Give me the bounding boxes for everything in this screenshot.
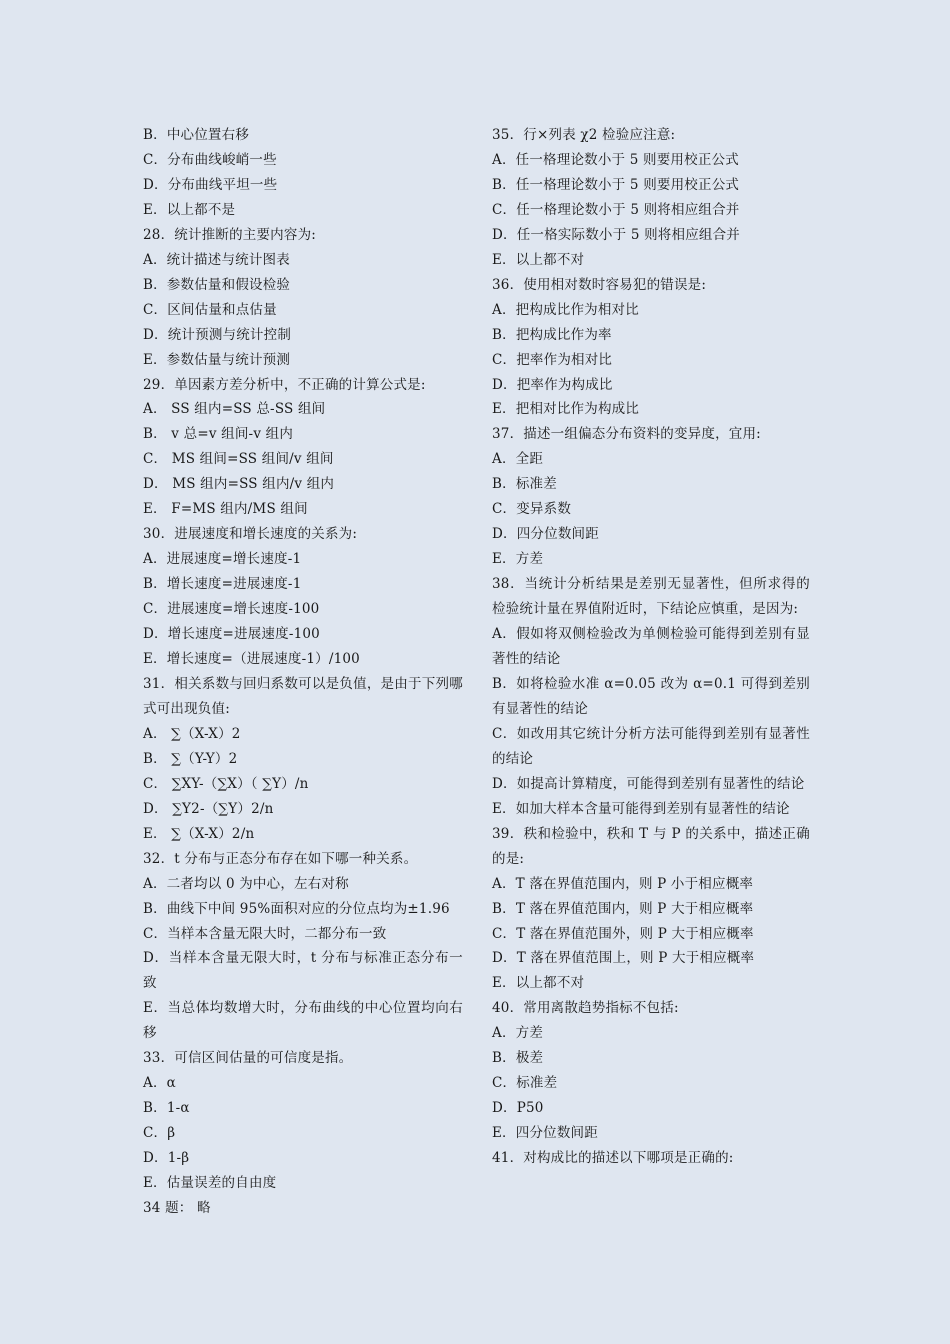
option-line: A．任一格理论数小于 5 则要用校正公式 [492, 151, 739, 168]
option-line: E．四分位数间距 [492, 1125, 598, 1142]
option-line: E．把相对比作为构成比 [492, 401, 640, 418]
option-line: B．标准差 [492, 476, 557, 493]
option-line: C．把率作为相对比 [492, 351, 613, 368]
option-line: D．T 落在界值范围上，则 P 大于相应概率 [492, 950, 755, 967]
option-line: D．任一格实际数小于 5 则将相应组合并 [492, 226, 740, 243]
option-line: E．参数估量与统计预测 [143, 351, 291, 368]
option-line: A．α [143, 1075, 176, 1092]
option-line: E．以上都不是 [143, 201, 236, 218]
option-line: A．方差 [492, 1025, 544, 1042]
option-line: A．统计描述与统计图表 [143, 251, 290, 268]
option-line: A． SS 组内=SS 总-SS 组间 [143, 401, 326, 418]
option-line: E．估量误差的自由度 [143, 1175, 277, 1192]
question-34: 34 题： 略 [143, 1199, 211, 1216]
question-37: 37．描述一组偏态分布资料的变异度，宜用: [492, 426, 761, 443]
option-line: B．曲线下中间 95%面积对应的分位点均为±1.96 [143, 900, 450, 917]
option-line: C．T 落在界值范围外，则 P 大于相应概率 [492, 925, 754, 942]
option-line: E．如加大样本含量可能得到差别有显著性的结论 [492, 800, 790, 817]
option-line: B．参数估量和假设检验 [143, 276, 291, 293]
option-line: E．方差 [492, 551, 544, 568]
option-line: A．二者均以 0 为中心，左右对称 [143, 875, 349, 892]
option-paragraph: C．如改用其它统计分析方法可能得到差别有显著性的结论 [492, 725, 810, 767]
question-28: 28．统计推断的主要内容为: [143, 226, 317, 243]
option-line: E． ∑（X-X）2/n [143, 825, 255, 842]
option-line: D． MS 组内=SS 组内/v 组内 [143, 476, 335, 493]
option-line: C．β [143, 1125, 176, 1142]
option-line: D．分布曲线平坦一些 [143, 176, 278, 193]
question-33: 33．可信区间估量的可信度是指。 [143, 1050, 353, 1067]
option-line: C．区间估量和点估量 [143, 301, 277, 318]
option-line: B． ∑（Y-Y）2 [143, 750, 238, 767]
question-30: 30．进展速度和增长速度的关系为: [143, 526, 358, 543]
option-line: A． ∑（X-X）2 [143, 725, 241, 742]
option-line: C． ∑XY-（∑X）（ ∑Y）/n [143, 775, 309, 792]
option-line: A．把构成比作为相对比 [492, 301, 639, 318]
option-line: B．任一格理论数小于 5 则要用校正公式 [492, 176, 740, 193]
option-line: E．增长速度=（进展速度-1）/100 [143, 651, 360, 668]
option-line: D．统计预测与统计控制 [143, 326, 292, 343]
option-paragraph: D．如提高计算精度，可能得到差别有显著性的结论 [492, 775, 805, 792]
option-line: C．分布曲线峻峭一些 [143, 151, 277, 168]
option-line: D．1-β [143, 1150, 190, 1167]
question-41: 41．对构成比的描述以下哪项是正确的: [492, 1150, 734, 1167]
option-line: E．以上都不对 [492, 975, 585, 992]
question-38: 38．当统计分析结果是差别无显著性，但所求得的检验统计量在界值附近时，下结论应慎重，是因为: [492, 576, 810, 618]
option-line: C．任一格理论数小于 5 则将相应组合并 [492, 201, 740, 218]
option-line: C． MS 组间=SS 组间/v 组间 [143, 451, 334, 468]
option-line: C．标准差 [492, 1075, 558, 1092]
option-line: D． ∑Y2-（∑Y）2/n [143, 800, 274, 817]
option-line: D．增长速度=进展速度-100 [143, 626, 320, 643]
option-line: B．极差 [492, 1050, 544, 1067]
question-35: 35．行×列表 χ2 检验应注意: [492, 127, 676, 143]
option-paragraph: D．当样本含量无限大时，t 分布与标准正态分布一致 [143, 950, 463, 992]
left-column [143, 123, 463, 1221]
option-line: B．增长速度=进展速度-1 [143, 576, 302, 593]
option-line: C．变异系数 [492, 501, 572, 518]
option-line: B．中心位置右移 [143, 127, 250, 143]
question-36: 36．使用相对数时容易犯的错误是: [492, 276, 707, 293]
question-40: 40．常用离散趋势指标不包括: [492, 1000, 679, 1017]
option-line: C．进展速度=增长速度-100 [143, 601, 320, 618]
option-line: B．T 落在界值范围内，则 P 大于相应概率 [492, 900, 754, 917]
option-line: E．以上都不对 [492, 251, 585, 268]
option-line: D．P50 [492, 1100, 544, 1117]
option-paragraph: B．如将检验水准 α=0.05 改为 α=0.1 可得到差别有显著性的结论 [492, 675, 810, 717]
option-line: E． F=MS 组内/MS 组间 [143, 501, 308, 518]
option-line: B．1-α [143, 1100, 190, 1117]
question-32: 32．t 分布与正态分布存在如下哪一种关系。 [143, 850, 418, 867]
question-31: 31．相关系数与回归系数可以是负值，是由于下列哪式可出现负值: [143, 675, 463, 717]
option-line: B． v 总=v 组间-v 组内 [143, 426, 294, 443]
option-paragraph: E．当总体均数增大时，分布曲线的中心位置均向右移 [143, 1000, 463, 1042]
right-column [492, 123, 810, 1171]
option-line: D．四分位数间距 [492, 526, 599, 543]
question-29: 29．单因素方差分析中，不正确的计算公式是: [143, 376, 426, 393]
option-line: B．把构成比作为率 [492, 326, 612, 343]
question-39: 39．秩和检验中，秩和 T 与 P 的关系中，描述正确的是: [492, 825, 810, 867]
option-line: A．T 落在界值范围内，则 P 小于相应概率 [492, 875, 754, 892]
option-line: A．进展速度=增长速度-1 [143, 551, 302, 568]
option-line: A．全距 [492, 451, 544, 468]
option-paragraph: A．假如将双侧检验改为单侧检验可能得到差别有显著性的结论 [492, 626, 810, 668]
option-line: D．把率作为构成比 [492, 376, 613, 393]
option-line: C．当样本含量无限大时，二都分布一致 [143, 925, 387, 942]
